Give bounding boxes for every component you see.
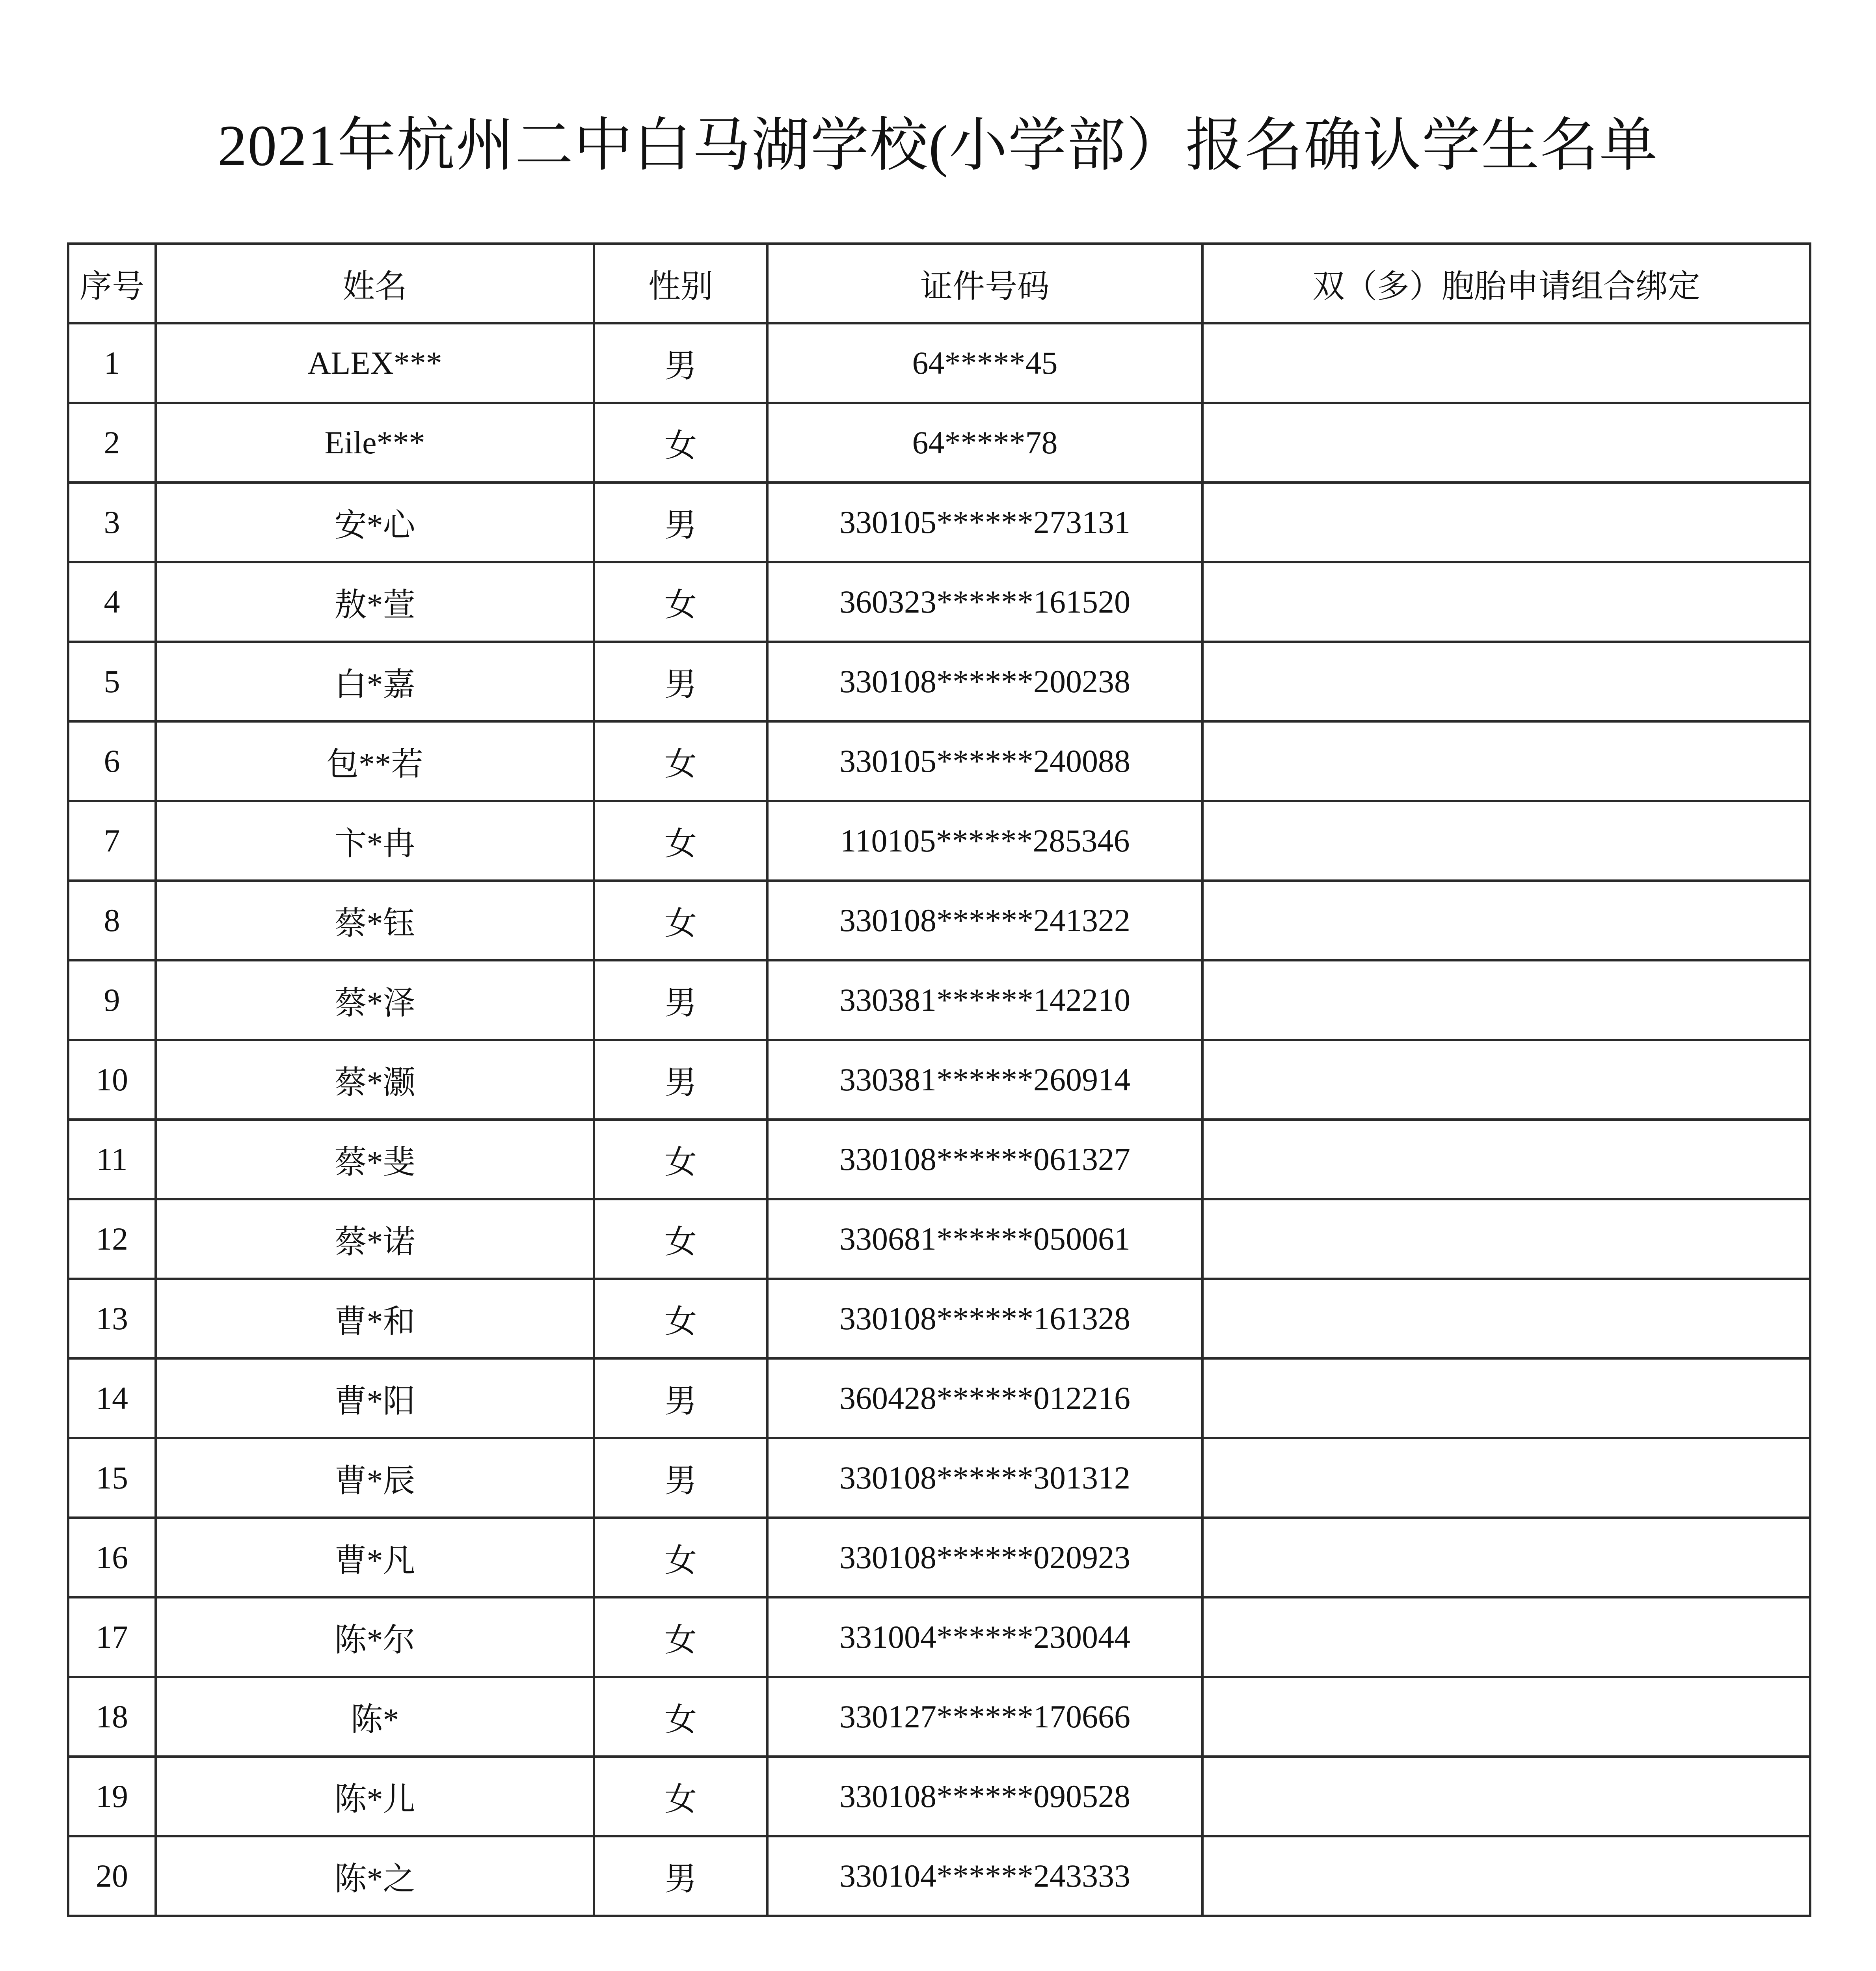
header-id-number: 证件号码 [767,244,1202,323]
cell-id-number: 110105******285346 [767,801,1202,881]
cell-twin-binding [1202,1597,1810,1677]
cell-id-number: 330381******260914 [767,1040,1202,1120]
cell-index: 16 [68,1518,156,1597]
table-row [68,801,1810,881]
cell-twin-binding [1202,721,1810,801]
table-row [68,403,1810,483]
cell-twin-binding [1202,323,1810,403]
cell-gender: 女 [594,562,767,642]
cell-twin-binding [1202,1757,1810,1836]
cell-gender: 男 [594,483,767,562]
cell-index: 20 [68,1836,156,1916]
cell-twin-binding [1202,1040,1810,1120]
cell-twin-binding [1202,1199,1810,1279]
cell-name: 陈*儿 [156,1757,594,1836]
cell-gender: 女 [594,881,767,960]
student-roster-table [67,242,1811,1917]
table-row [68,721,1810,801]
cell-index: 5 [68,642,156,721]
cell-id-number: 330381******142210 [767,960,1202,1040]
cell-gender: 女 [594,1518,767,1597]
page-title: 2021年杭州二中白马湖学校(小学部）报名确认学生名单 [218,114,1658,178]
cell-twin-binding [1202,1836,1810,1916]
table-header-row [68,244,1810,323]
cell-gender: 女 [594,1757,767,1836]
cell-gender: 女 [594,1279,767,1358]
cell-name: 蔡*诺 [156,1199,594,1279]
cell-twin-binding [1202,1120,1810,1199]
table-row [68,562,1810,642]
table-row [68,1836,1810,1916]
cell-gender: 女 [594,403,767,483]
cell-index: 11 [68,1120,156,1199]
cell-index: 2 [68,403,156,483]
table-row [68,1757,1810,1836]
cell-index: 17 [68,1597,156,1677]
table-row [68,1358,1810,1438]
cell-name: 蔡*斐 [156,1120,594,1199]
table-row [68,642,1810,721]
cell-id-number: 330108******200238 [767,642,1202,721]
table-row [68,1597,1810,1677]
cell-id-number: 330108******241322 [767,881,1202,960]
cell-twin-binding [1202,801,1810,881]
cell-twin-binding [1202,483,1810,562]
cell-id-number: 64*****45 [767,323,1202,403]
cell-index: 9 [68,960,156,1040]
cell-id-number: 330105******273131 [767,483,1202,562]
table-row [68,323,1810,403]
cell-twin-binding [1202,1279,1810,1358]
cell-twin-binding [1202,562,1810,642]
cell-gender: 女 [594,1597,767,1677]
cell-name: 陈* [156,1677,594,1757]
table-row [68,1199,1810,1279]
table-row [68,1120,1810,1199]
cell-index: 6 [68,721,156,801]
cell-name: 蔡*钰 [156,881,594,960]
cell-id-number: 330108******020923 [767,1518,1202,1597]
header-gender: 性别 [594,244,767,323]
cell-name: 曹*辰 [156,1438,594,1518]
cell-index: 15 [68,1438,156,1518]
cell-gender: 男 [594,960,767,1040]
cell-index: 3 [68,483,156,562]
cell-id-number: 330105******240088 [767,721,1202,801]
cell-gender: 男 [594,1040,767,1120]
cell-index: 14 [68,1358,156,1438]
cell-name: 蔡*泽 [156,960,594,1040]
cell-name: Eile*** [156,403,594,483]
cell-twin-binding [1202,960,1810,1040]
cell-index: 4 [68,562,156,642]
table-row [68,1518,1810,1597]
cell-name: 白*嘉 [156,642,594,721]
cell-index: 13 [68,1279,156,1358]
cell-twin-binding [1202,1677,1810,1757]
table-row [68,483,1810,562]
cell-index: 10 [68,1040,156,1120]
cell-index: 8 [68,881,156,960]
cell-twin-binding [1202,1438,1810,1518]
cell-gender: 男 [594,1358,767,1438]
table-row [68,1040,1810,1120]
table-header [68,244,1810,323]
cell-gender: 女 [594,721,767,801]
table-row [68,1438,1810,1518]
cell-gender: 男 [594,1438,767,1518]
cell-name: 陈*之 [156,1836,594,1916]
cell-id-number: 331004******230044 [767,1597,1202,1677]
cell-id-number: 330104******243333 [767,1836,1202,1916]
cell-id-number: 360428******012216 [767,1358,1202,1438]
cell-name: 陈*尔 [156,1597,594,1677]
table-row [68,1677,1810,1757]
cell-twin-binding [1202,1358,1810,1438]
cell-id-number: 330108******061327 [767,1120,1202,1199]
cell-index: 12 [68,1199,156,1279]
cell-twin-binding [1202,642,1810,721]
cell-name: 包**若 [156,721,594,801]
header-name: 姓名 [156,244,594,323]
cell-name: 曹*和 [156,1279,594,1358]
cell-gender: 女 [594,801,767,881]
cell-index: 18 [68,1677,156,1757]
cell-gender: 女 [594,1677,767,1757]
cell-id-number: 330108******090528 [767,1757,1202,1836]
cell-name: 曹*阳 [156,1358,594,1438]
table-row [68,960,1810,1040]
cell-twin-binding [1202,403,1810,483]
cell-twin-binding [1202,881,1810,960]
cell-gender: 女 [594,1199,767,1279]
table-body [68,323,1810,1916]
cell-name: 敖*萱 [156,562,594,642]
cell-id-number: 330127******170666 [767,1677,1202,1757]
cell-index: 7 [68,801,156,881]
cell-name: 曹*凡 [156,1518,594,1597]
header-twin-binding: 双（多）胞胎申请组合绑定 [1202,244,1810,323]
cell-id-number: 330108******161328 [767,1279,1202,1358]
cell-index: 1 [68,323,156,403]
cell-gender: 女 [594,1120,767,1199]
table-row [68,881,1810,960]
cell-id-number: 64*****78 [767,403,1202,483]
cell-name: ALEX*** [156,323,594,403]
header-index: 序号 [68,244,156,323]
cell-gender: 男 [594,1836,767,1916]
cell-name: 卞*冉 [156,801,594,881]
cell-id-number: 360323******161520 [767,562,1202,642]
table-row [68,1279,1810,1358]
cell-gender: 男 [594,323,767,403]
cell-id-number: 330108******301312 [767,1438,1202,1518]
cell-id-number: 330681******050061 [767,1199,1202,1279]
cell-gender: 男 [594,642,767,721]
cell-name: 蔡*灏 [156,1040,594,1120]
cell-twin-binding [1202,1518,1810,1597]
cell-index: 19 [68,1757,156,1836]
cell-name: 安*心 [156,483,594,562]
